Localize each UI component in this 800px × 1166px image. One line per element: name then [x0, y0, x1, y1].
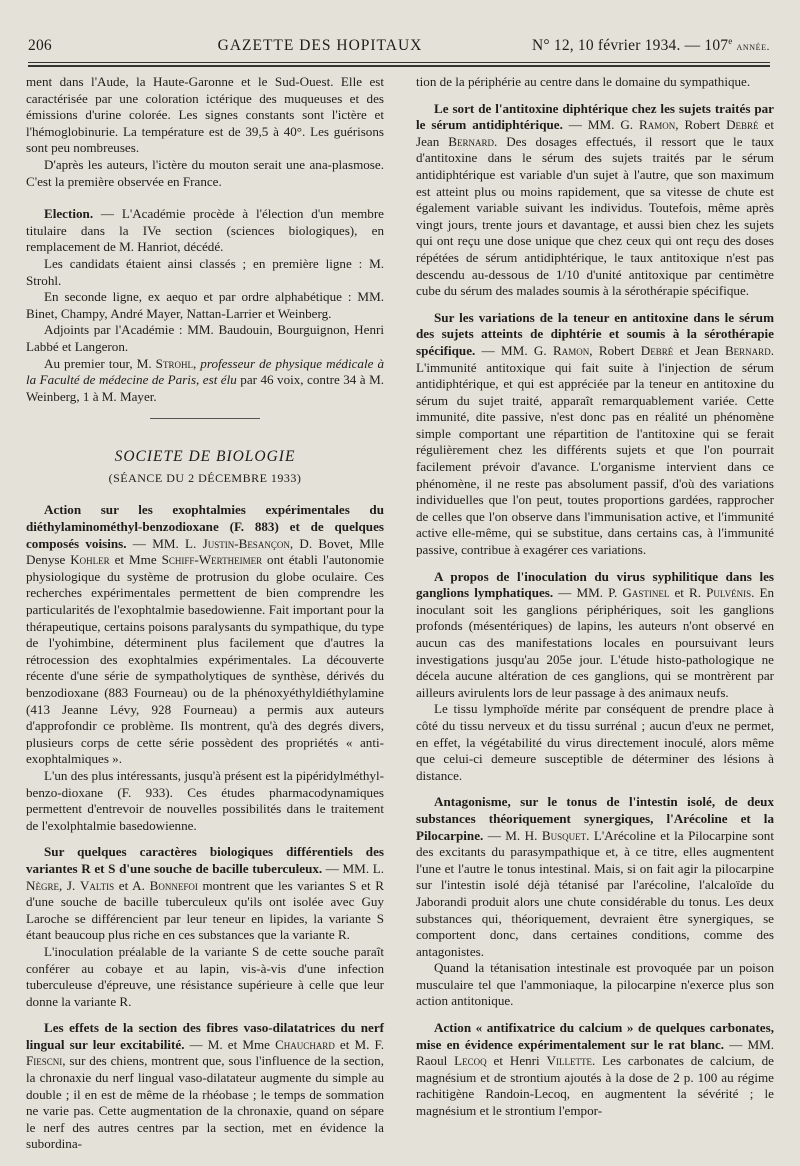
article-title: Le sort de l'antitoxine diphtérique chez les sujets traités par le sérum antidiphtérique.: [416, 100, 774, 133]
right-column: [416, 74, 774, 1120]
text-run: , Robert: [675, 117, 727, 133]
text-run: et Mme: [109, 552, 162, 568]
text-run: , D. Bovet, Mlle Denyse: [26, 535, 384, 568]
paragraph: tion de la périphérie au centre dans le domaine du sympathique.: [416, 74, 751, 89]
author-name: Debré: [726, 117, 759, 133]
page-header: [28, 36, 770, 62]
article-paragraph: [416, 569, 774, 702]
paragraph: ment dans l'Aude, la Haute-Garonne et le Sud-Ouest. Elle est caractérisée par une coloration ictérique des muqueuses et des émissions d'urine colorée. Les signes constants sont l'ictère et l'hémoglobinurie. La température est de 39,5 à 40°. Les guérisons sont peu nombreuses.: [26, 74, 384, 156]
paragraph: Quand la tétanisation intestinale est provoquée par un poison musculaire tel que l'ammoniaque, la pilocarpine n'exerce plus son action antitonique.: [416, 960, 774, 1009]
paragraph: Les candidats étaient ainsi classés ; en première ligne : M. Strohl.: [26, 255, 384, 288]
article-body: . En inoculant soit les ganglions périphériques, soit les ganglions profonds (mésentériques) de lapins, les auteurs n'ont observé en aucun cas des manifestations locales en poursuivant leurs investigations jusqu'au 205e jour. L'étude histo-pathologique ne décela aucune altération de ces ganglions, qui se montrèrent par ailleurs avirulents lors de leur passage à des animaux neufs.: [416, 585, 775, 700]
paragraph: L'inoculation préalable de la variante S de cette souche paraît conférer au cobaye et au lapin, vis-à-vis d'une infection tuberculeuse d'épreuve, une résistance supérieure à celle que leur donne la variante R.: [26, 943, 384, 1009]
author-name: Bonnefoi: [149, 877, 198, 893]
header-rule-thick: [28, 65, 770, 67]
article-paragraph: [416, 101, 774, 300]
author-name: Villette: [546, 1053, 592, 1069]
election-paragraph: [26, 206, 384, 256]
article-body: , sur des chiens, montrent que, sous l'influence de la section, la chronaxie du nerf lingual vaso-dilatateur augmente du simple au double ; il en est de même de la rhéobase ; le temps de sommation ne varie pas. Cette augmentation de la chronaxie, quand on sépare le nerf des autres centres par la section, met en évidence la subordina-: [26, 1053, 384, 1152]
article-paragraph: [416, 1020, 774, 1120]
text-run: — MM. L.: [126, 535, 203, 551]
article-body: . Les carbonates de calcium, de magnésium et de strontium ajoutés à la dose de 2 p. 100 au régime rachitigène Randoin-Lecoq, en augmentent la sévérité ; le magnésium et le strontium l'empor-: [416, 1053, 774, 1119]
election-body: — L'Académie procède à l'élection d'un membre titulaire dans la IVe section (sciences biologiques), en remplacement de M. Hanriot, décédé.: [26, 206, 384, 255]
paragraph: Le tissu lymphoïde mérite par conséquent de prendre place à côté du tissu nerveux et du tissu surrénal ; aucun d'eux ne permet, en effet, la végétabilité du virus directement inoculé, alors même que celui-ci demeure susceptible de déterminer des lésions à distance.: [416, 701, 774, 783]
page-number: 206: [28, 37, 52, 55]
author-name: Lecoq: [454, 1053, 487, 1069]
author-name: Fiescni: [26, 1053, 63, 1069]
author-name: Pulvénis: [706, 585, 752, 601]
journal-title: GAZETTE DES HOPITAUX: [217, 37, 423, 55]
article-title: Action sur les exophtalmies expérimentales du diéthylaminométhyl-benzodioxane (F. 883) et de quelques composés voisins.: [26, 502, 384, 551]
author-name: Strohl: [155, 355, 193, 371]
paragraph: [26, 356, 384, 406]
left-column: [26, 74, 384, 1153]
article-body: . Des dosages effectués, il ressort que le taux d'antitoxine dans le sérum des sujets traités par le sérum antidiphtérique est variable d'un sujet à l'autre, que son maximum est atteint plus ou moins rapidement, que sa vitesse de chute est également variable suivant les individus. Toutefois, même après vingt jours, trente jours et davantage, et aussi bien chez les sujets qui ont reçu une dose unique que chez ceux qui ont reçu des doses répétées de sérum antidiphtérique, le taux antitoxique n'est pas descendu au-dessous de 1/10 d'unité antitoxique par centimètre cube du sérum des malades soumis à la sérothérapie spécifique.: [416, 133, 774, 299]
separator-rule: [150, 418, 260, 419]
issue-date: N° 12, 10 février 1934. — 107: [532, 37, 729, 55]
header-rule: [28, 62, 770, 63]
text-run: et Henri: [486, 1053, 547, 1069]
text-run: — MM. G.: [562, 117, 640, 133]
text-run: , J.: [58, 877, 80, 893]
paragraph: D'après les auteurs, l'ictère du mouton serait une ana-plasmose. C'est la première observée en France.: [26, 156, 384, 189]
author-name: Schiff-Wertheimer: [161, 552, 263, 568]
article-body: . L'immunité antitoxique qui fait suite à l'injection de sérum antidiphtérique, et qui est appréciée par la teneur en antitoxine du sérum du sujet traité, apparaît remarquablement variée. Cette immunité, dite passive, n'est donc pas en réalité un phénomène simple comportant une répartition de l'antitoxine qui se ferait régulièrement chez les différents sujets et que l'on pourrait facilement prévoir d'avance. L'organisme intervient dans ce phénomène, il ne reste pas absolument passif, d'où des variations individuelles que l'on peut, toutes proportions gardées, rapprocher de celles que l'on observe dans l'immunisation active, et l'immunité active elle-même, qui se substitue, dans certains cas, à l'immunité passive, contribue à exagérer ces variations.: [416, 342, 774, 558]
author-name: Gastinel: [622, 585, 670, 601]
text-run: — MM. L.: [322, 860, 384, 876]
article-paragraph: [26, 502, 384, 768]
year-suffix: e: [728, 36, 733, 46]
year-label: année.: [736, 41, 770, 54]
text-run: — MM. P.: [553, 585, 623, 601]
author-name: Ramon: [639, 117, 676, 133]
italic-run: professeur de physique médicale à la Faculté de médecine de Paris, est élu: [26, 355, 384, 388]
issue-info: [532, 36, 770, 55]
text-run: Au premier tour, M.: [44, 355, 156, 371]
election-heading: Election.: [44, 206, 94, 222]
article-title: Les effets de la section des fibres vaso-dilatatrices du nerf lingual sur leur excitabilité.: [26, 1020, 384, 1052]
author-name: Bernard: [724, 342, 771, 358]
article-body: ont établi l'autonomie physiologique du système de protrusion du globe oculaire. Ces recherches expérimentales permettent de bien comprendre les particularités de l'exophtalmie basedowienne. Fait important pour la thérapeutique, certains poisons paralysants du sympathique, du type de l'yohimbine, déterminent plus facilement que d'autres la rétrocession des exophtalmies expérimentales. La découverte récente d'une série de sympatholytiques de synthèse, dérivés du benzodioxane (883 Fourneau) ou de la phénoxyéthyldiéthylamine (413 Jeanne Lévy, 928 Fourneau) a permis aux auteurs d'approfondir ce problème. Ils montrent, qu'à des degrés divers, plusieurs corps de cette série possèdent des propriétés « anti-exophtalmiques ».: [26, 552, 384, 767]
text-run: et M. F.: [334, 1036, 384, 1052]
text-run: et R.: [669, 585, 707, 601]
author-name: Ramon: [552, 342, 590, 358]
article-body: montrent que les variantes S et R d'une souche de bacille tuberculeux qu'ils ont isolée avec Guy Laroche se différencient par leur teneur en lipides, la variante S étant beaucoup plus riche en ces substances que la variante R.: [26, 877, 384, 943]
article-paragraph: [26, 844, 384, 944]
paragraph: En seconde ligne, ex aequo et par ordre alphabétique : MM. Binet, Champy, André Mayer, Nattan-Larrier et Weinberg.: [26, 289, 384, 321]
text-run: et Jean: [416, 117, 774, 149]
article-paragraph: [416, 310, 774, 559]
text-run: ,: [192, 355, 201, 371]
paragraph: Adjoints par l'Académie : MM. Baudouin, Bourguignon, Henri Labbé et Langeron.: [26, 322, 384, 354]
article-paragraph: [416, 794, 774, 960]
section-date: (SÉANCE DU 2 DÉCEMBRE 1933): [108, 470, 302, 485]
text-run: — MM. Raoul: [416, 1036, 775, 1069]
author-name: Kohler: [70, 552, 110, 568]
section-title: SOCIETE DE BIOLOGIE: [114, 448, 296, 466]
article-title: Action « antifixatrice du calcium » de quelques carbonates, mise en évidence expérimentalement sur le rat blanc.: [416, 1020, 774, 1052]
author-name: Busquet: [541, 827, 587, 843]
author-name: Justin-Besançon: [202, 535, 290, 551]
paragraph: L'un des plus intéressants, jusqu'à présent est la pipéridylméthyl-benzo-dioxane (F. 933). Ces études pharmacodynamiques permettent d'entrevoir de nouvelles possibilités dans le traitement de l'exolphtalmie basedowienne.: [26, 767, 384, 833]
author-name: Valtis: [79, 877, 115, 893]
author-name: Nègre: [26, 877, 59, 893]
author-name: Chauchard: [275, 1036, 335, 1052]
article-title: Sur les variations de la teneur en antitoxine dans le sérum des sujets atteints de diphtérie et soumis à la sérothérapie spécifique.: [416, 309, 774, 358]
article-title: A propos de l'inoculation du virus syphilitique dans les ganglions lymphatiques.: [416, 568, 774, 601]
article-paragraph: [26, 1020, 384, 1153]
article-title: Sur quelques caractères biologiques différentiels des variantes R et S d'une souche de bacille tuberculeux.: [26, 844, 384, 876]
author-name: Bernard: [448, 133, 494, 149]
article-body: . L'Arécoline et la Pilocarpine sont des excitants du parasympathique et, à ce titre, elles augmentent l'une et l'autre le tonus intestinal. Mais, si on fait agir la pilocarpine sur l'intestin isolé déjà tétanisé par l'arécoline, l'alcaloïde du Jaborandi produit alors une chute considérable du tonus. Les deux substances qui, théoriquement, devraient être synergiques, se comportent donc, dans certaines conditions, comme des antagonistes.: [416, 827, 774, 959]
text-run: par 46 voix, contre 34 à M. Weinberg, 1 à M. Mayer.: [26, 372, 384, 404]
text-run: — M. et Mme: [184, 1036, 276, 1052]
author-name: Debré: [640, 342, 674, 358]
text-run: et A.: [114, 877, 150, 893]
article-title: Antagonisme, sur le tonus de l'intestin isolé, de deux substances théoriquement synergiques, l'Arécoline et la Pilocarpine.: [416, 794, 774, 843]
text-run: et Jean: [673, 342, 725, 358]
text-run: — MM. G.: [475, 342, 553, 358]
text-run: , Robert: [589, 342, 641, 358]
text-run: — M. H.: [483, 827, 542, 843]
